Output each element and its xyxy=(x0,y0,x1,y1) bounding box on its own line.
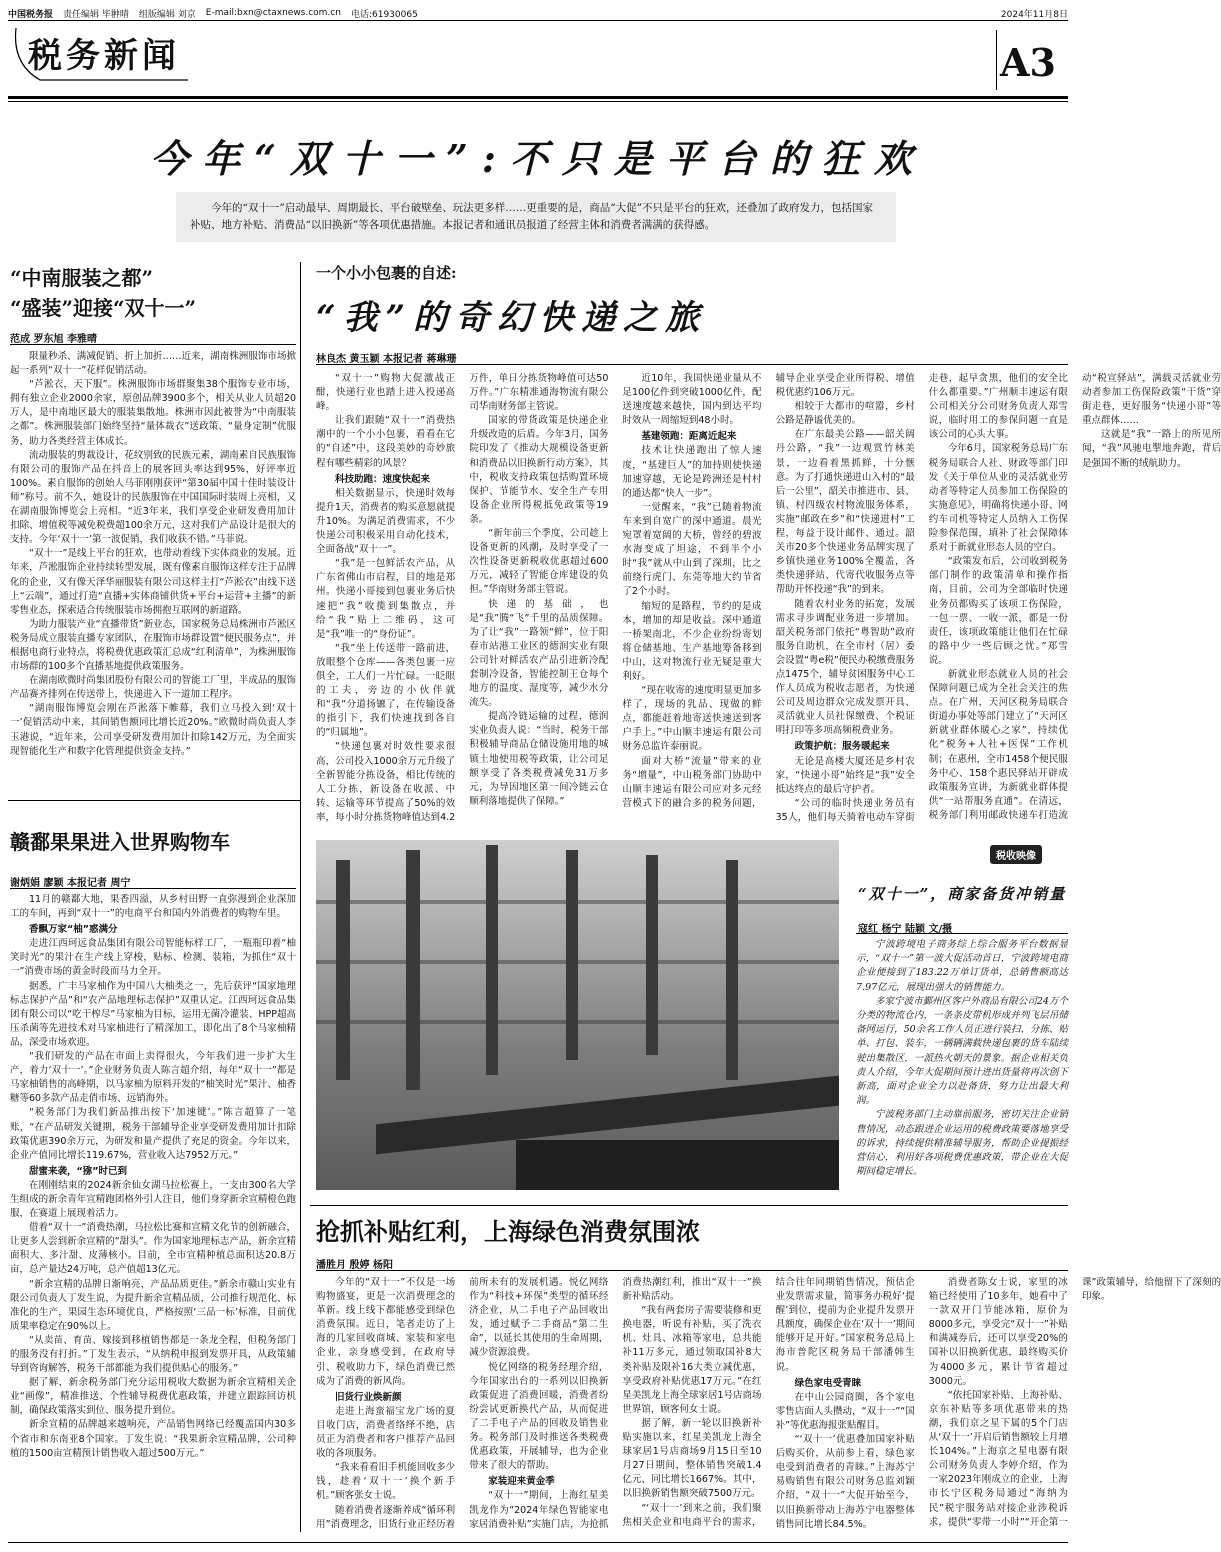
paragraph: “‘双十一’到来之前，我们聚焦相关企业和电商平台的需求，结合往年同期销售情况，预估企业发票需求量，简事务办税好‘提醒’到位，提前为企业提升发票开具额度，确保企业在‘双十一’期间能够开足开好。”国家税务总局上海市普陀区税务局干部潘韩生说。 xyxy=(622,1277,915,1528)
paragraph: “快递包裹对时效性要求很高，公司投入1000余万元升级了全新智能分拣设备，相比传统的人工分拣，新设备在收派、中转、运输等环节提高了50%的效率，每小时分拣货物峰值达到4.2万件，单日分拣货物峰值可达50万件。”广东精准通海物流有限公司华南财务部主管说。 xyxy=(316,373,609,823)
photo-byline-rule xyxy=(856,933,1068,934)
paragraph: “新余宣精的品牌日渐响亮，产品品质更佳。”新余市赣山实业有限公司负责人丁发生说，为提升新余宣精品质，公司推行规范化、标准化的生产，果园生态环境优良，严格按照‘三品一标’标准，目前优质果率稳定在90%以上。 xyxy=(10,1278,296,1332)
paragraph: “我们研发的产品在市面上卖得很火，今年我们进一步扩大生产，着力‘双十一’。”企业财务负责人陈言超介绍，每年“双十一”都是马家柚销售的高峰期，以马家柚为原料开发的“柚笑时光”果汁、柚香糖等60多款产品走俏市场、远销海外。 xyxy=(10,1051,296,1105)
photo-byline: 寇红 杨宁 陆颖 文/摄 xyxy=(858,924,953,935)
paragraph: “我来看看旧手机能回收多少钱，趁着‘双十一’换个新手机。”顾客张女士说。 xyxy=(316,1462,456,1502)
shanghai-body xyxy=(316,1276,1221,1538)
paragraph: 在刚刚结束的2024新余仙女湖马拉松赛上，一支由300名大学生组成的新余青年宣精跑团格外引人注目，他们身穿新余宣精橙色跑服，在赛道上展现着活力。 xyxy=(10,1179,296,1220)
issue-date: 2024年11月8日 xyxy=(1000,9,1068,20)
paragraph: “芦淞衣，天下服”。株洲服饰市场群聚集38个服饰专业市场，拥有独立企业2000余家，原创品牌3900多个，相关从业人员超20万人，是中南地区最大的服装集散地。株洲市因此被誉为“中南服装之都”。株洲服装部门始终坚持“量体裁衣”送政策、“量身定制”优服务，助力各类经营主体成长。 xyxy=(10,379,296,447)
paragraph: 近10年，我国快递业量从不足100亿件到突破1000亿件，配送速度越来越快，国内到达平均时效从一周缩短到48小时。 xyxy=(622,373,762,427)
paragraph: 相关数据显示，快递时效每提升1天，消费者的购买意愿就提升10%。为满足消费需求，不少快递公司积极采用自动化技术，全面备战“双十一”。 xyxy=(316,487,456,556)
editor-credit: 责任编辑 毕翀晴 xyxy=(63,9,129,20)
express-byline: 林良杰 黄玉颖 本报记者 蒋琳珊 xyxy=(316,354,457,365)
paragraph: 新就业形态就业人员的社会保障问题已成为全社会关注的焦点。在广州，天河区税务局联合街道办事处等部门建立了“天河区新就业群体暖心之家”，持续优化“税务+人社+医保”工作机制；在惠州，全市1458个便民服务中心、158个惠民驿站开辟成政策服务宣讲，为新就业群体提供“一站帮服务直通”。在清远，税务部门利用邮政快递车打造流动“税宣驿站”，满载灵活就业劳动者参加工伤保险政策“干货”穿街走巷，更好服务“快递小哥”等重点群体…… xyxy=(928,373,1221,821)
caption-paragraph: 多家宁波市鄞州区客户外商品有限公司24万个分类的物流仓内，一条条皮带机形成并列飞层吊储备网运行，50余名工作人员正进行装扫、分拣、贴单、打包、装车，一辆辆满载快递包裹的货车陆续驶出集散区，一派热火朝天的景象。据企业相关负责人介绍，今年大促期间预计进出货量将再次创下新高，面对企业全力以赴备货，努力让出最大利润。 xyxy=(856,995,1068,1107)
paper-name: 中国税务报 xyxy=(8,9,54,20)
paragraph: 据悉，广丰马家柚作为中国八大柚类之一，先后获评“国家地理标志保护产品”和“农产品地理标志保护”双重认定。江西珂远食品集团有限公司以“吃干榨尽”马家柚为目标，运用无菌冷灌装、HPP超高压杀菌等先进技术对马家柚进行了精深加工，即化出了8个马家柚精品，深受市场欢迎。 xyxy=(10,980,296,1048)
express-title: “我”的奇幻快递之旅 xyxy=(316,298,708,338)
shanghai-title: 抢抓补贴红利，上海绿色消费氛围浓 xyxy=(316,1217,700,1246)
subhead: 绿色家电受青睐 xyxy=(794,1377,862,1389)
paragraph: 一觉醒来，“我”已随着物流车来到自宽广的深中通道。晨光宛罩着宽阔的大桥，曾经的碧波水海变成了坦途，不到半个小时“我”就从中山到了深圳，比之前绕行虎门、东莞等地大约节省了2个小时。 xyxy=(622,501,762,598)
express-kicker: 一个小小包裹的自述: xyxy=(316,264,457,282)
paragraph: “我”坐上传送带一路前进，放眼整个仓库——各类包裹一应俱全，工人们一片忙碌。一眨眼的工夫，旁边的小伙伴就和“我”分道扬镳了，在传输设备的指引下，我们快速找到各自的“归属地”。 xyxy=(316,642,456,739)
express-byline-rule xyxy=(316,364,1068,365)
header-rule-thick xyxy=(8,96,1068,99)
paragraph: 悦亿网络的税务经理介绍，今年国家出台的一系列以旧换新政策促进了消费回暖，消费者纷纷尝试更新换代产品，从而促进了二手电子产品的回收及销售业务。税务部门及时推送各类税费优惠政策，开展辅导，也为企业带来了很大的帮助。 xyxy=(469,1361,609,1472)
paragraph: 走进江西珂远食品集团有限公司智能标样工厂，一瓶瓶印着“柚笑时光”的果汁在生产线上穿梭，贴标、检测、装箱，为抓住“双十一”消费市场的黄金时段而马力全开。 xyxy=(10,938,296,978)
subhead: 甜蜜来袭，“猕”时已到 xyxy=(29,1165,127,1177)
section-divider-left xyxy=(8,800,300,801)
paragraph: “我有两套房子需要装修和更换电器，听说有补贴，买了洗衣机、灶具、冰箱等家电，总共能补11万多元，通过领取国补8大类补贴及限补16大类立减优惠，享受政府补贴优惠17万元。”在红星美凯龙上海全球家居1号店商场世界馆，顾客何女士说。 xyxy=(622,1305,762,1415)
section-title: 税务新闻 xyxy=(28,36,180,76)
paragraph: 今年6月，国家税务总局广东税务局联合人社、财政等部门印发《关于单位从业的灵活就业劳动者等特定人员参加工伤保险的实施意见》，明确将快递小哥、网约车司机等特定人员纳入工伤保险参保范围，填补了社会保障体系对于新就业形态人员的空白。 xyxy=(928,443,1068,554)
main-headline: 今年“双十一”:不只是平台的狂欢 xyxy=(150,136,926,181)
paragraph: 无论是高楼大厦还是乡村农家，“快递小哥”始终是“我”安全抵达终点的最后守护者。 xyxy=(775,755,915,795)
photo-section-tag: 税收映像 xyxy=(990,845,1042,864)
paragraph: “双十一”期间，上海红星美凯龙作为“2024年绿色智能家电家居消费补贴”实施门店，为抢抓消费热潮红利，推出“双十一”换新补贴活动。 xyxy=(469,1277,762,1530)
paragraph: 11月的赣鄱大地，果香四溢，从乡村田野一直弥漫到企业深加工的车间，再到“双十一”的电商平台和国内外消费者的购物车里。 xyxy=(10,894,296,920)
paragraph: 限量秒杀、满减促销、折上加折……近来，湖南株洲服饰市场掀起一系列“双十一”花样促销活动。 xyxy=(10,351,296,377)
paragraph: “现在收寄的速度明显更加多样了，现场的乳品、现做的鲜点，都能赶着地寄送快速送到客户手上。”中山顺丰速运有限公司财务总监许泰丽说。 xyxy=(622,685,762,753)
masthead-bar xyxy=(8,6,1068,20)
paragraph: “从卖苗、育苗、嫁接到移植销售都是一条龙全程，但税务部门的服务没有打折。”丁发生表示，“从纳税申报到发票开具，从政策辅导到咨询解答，税务干部都能为我们提供贴心的服务。” xyxy=(10,1334,296,1375)
lead-paragraph: 今年的“双十一”启动最早、周期最长、平台破壁垒、玩法更多样……更重要的是，商品“大促”不只是平台的狂欢，还叠加了政府发力，包括国家补贴、地方补贴、消费品“以旧换新”等各项优惠措施。本报记者和通讯员报道了经营主体和消费者满满的获得感。 xyxy=(176,192,896,242)
paragraph: 今年的“双十一”不仅是一场购物盛宴，更是一次消费理念的革新。线上线下都能感受到绿色消费氛围。近日，笔者走访了上海的几家回收商城、家装和家电企业，亲身感受到，在政府导引、税收助力下，绿色消费已然成为了消费的新风尚。 xyxy=(316,1277,456,1387)
paragraph: 在中山公园商圈，各个家电零售店面人头攒动，“双十一”“国补”等优惠海报张贴醒目。 xyxy=(775,1391,915,1431)
paragraph: “双十一”购物大促激战正酣，快递行业也踏上进入投递高峰。 xyxy=(316,373,456,413)
caption-paragraph: 宁波跨境电子商务综上综合服务平台数据显示，“双十一”第一波大促活动首日，宁波跨境电商企业便接到了183.22万单订货单，总销售额高达7.97亿元，展现出强大的销售能力。 xyxy=(856,939,1068,993)
subhead: 政策护航：服务暖起来 xyxy=(794,741,890,753)
paragraph: 提高冷链运输的过程，德润实业负责人说：“当时，税务干部积极辅导商品仓储设施用地的城镇土地使用税等政策，让公司足额享受了各类税费减免31万多元，为导因地区第一间冷链云仓顺利落地提供了保障。” xyxy=(469,711,609,807)
paragraph: “税务部门为我们新品推出按下‘加速键’。”陈言超算了一笔账，“在产品研发关键期，税务干部辅导企业享受研发费用加计扣除政策优惠390余万元，为研发和量产提供了充足的资金。今年以来，企业产值同比增长119.67%，营业收入达7952万元。” xyxy=(10,1107,296,1161)
paragraph: 流动服装的剪裁设计，花纹别致的民族元素，湖南素自民族服饰有限公司的服饰产品在抖音上的展客回头率达到95%，好评率近100%。素自服饰的创始人马菲刚刚获评“第30届中国十佳时装设计师”称号。前不久，她设计的民族服饰在中国国际时装周上亮相，又在湖南服饰博览会上亮相。“近3年来，我们享受企业研发费用加计扣除、增值税等减免税费超100余万元，这对我们产品设计是很大的支持。今年‘双十一’第一波促销，我们收获不错。”马菲说。 xyxy=(10,449,296,546)
paragraph: 相较于大都市的喧嚣，乡村公路是静谧优美的。 xyxy=(775,401,915,427)
ganzhou-byline: 谢炳娟 廖颖 本报记者 周宁 xyxy=(10,878,131,889)
top-rule xyxy=(8,20,1068,21)
paragraph: 在湖南欧微时尚集团股份有限公司的智能工厂里，半成品的服饰产品赛齐排列在传送带上，快递进入下一道加工程序。 xyxy=(10,675,296,701)
paragraph: 借着“双十一”消费热潮，马拉松比赛和宣精文化节的创新融合，让更多人尝到新余宣精的“甜头”。作为国家地理标志产品，新余宣精面积大、多汁甜、皮薄核小。目前，全市宣精种植总面积达20.8万亩，总产量达24万吨，总产值超13亿元。 xyxy=(10,1222,296,1276)
paragraph: 这就是“我”一路上的所见所闻，“我”风驰电掣地奔跑，背后是强国不断的绒航助力。 xyxy=(1081,429,1221,469)
page-number-divider xyxy=(996,30,997,90)
layout-credit: 组版编辑 刘京 xyxy=(138,9,196,20)
paragraph: 据了解，新一轮以旧换新补贴实施以来，红星美凯龙上海全球家居1号店商场9月15日至10月27日期间，整体销售突破1.4亿元，同比增长1667%。其中，以旧换新销售额突破7500万元。 xyxy=(622,1417,762,1500)
paragraph: 缩短的是路程，节约的是成本，增加的却是收益。深中通道一桥架南北，不少企业纷纷寄划将仓储基地、生产基地筹备移到中山，这对物流行业无疑是重大利好。 xyxy=(622,600,762,682)
phone-contact: 电话:61930065 xyxy=(350,9,418,20)
photo-caption-title: “双十一”，商家备货冲销量 xyxy=(858,885,1067,903)
paragraph: 消费者陈女士说，家里的冰箱已经使用了10多年，她看中了一款双开门节能冰箱，原价为8000多元，享受完“双十一”补贴和满减券后，还可以享受20%的国补以旧换新优惠，最终购买价为4000多元，累计节省超过3000元。 xyxy=(928,1277,1068,1387)
paragraph: 据了解，新余税务部门充分运用税收大数据为新余宣精相关企业“画像”，精准推送、个性辅导税费优惠政策，并建立跟踪回访机制，确保政策落实到位、服务提升到位。 xyxy=(10,1377,296,1417)
shanghai-byline-rule xyxy=(316,1270,1068,1271)
photo-caption xyxy=(856,938,1068,1200)
shanghai-byline: 潘胜月 殷婷 杨阳 xyxy=(316,1260,393,1271)
paragraph: 让我们跟随“双十一”消费热潮中的一个小小包裹，看看在它的“自述”中，这段美妙的奇妙旅程有哪些精彩的风景？ xyxy=(316,415,456,469)
subhead: 家装迎来黄金季 xyxy=(488,1476,555,1488)
ganzhou-byline-rule xyxy=(10,888,296,889)
email-contact: E-mail:bxn@ctaxnews.com.cn xyxy=(205,8,341,18)
subhead: 旧货行业焕新颜 xyxy=(335,1391,402,1403)
paragraph: “政策发布后，公司收到税务部门制作的政策清单和操作指南，目前，公司为全部临时快递业务员都购买了该项工伤保险，一包一票、一收一派，都是一份责任，该项政策能让他们在忙碌的路中少一些后顾之忧。”郑雪说。 xyxy=(928,556,1068,666)
header-rule-thin xyxy=(8,101,1068,102)
warehouse-photo xyxy=(316,840,839,1190)
ganzhou-body xyxy=(10,893,296,1533)
zhuzhou-byline: 范成 罗东旭 李雅晴 xyxy=(10,334,97,345)
subhead: 基建领跑：距离近起来 xyxy=(641,431,737,443)
caption-paragraph: 宁波税务部门主动靠前服务，密切关注企业销售情况，动态跟进企业运用的税费政策要落地享受的诉求，持续提供精准辅导服务，帮助企业提振经营信心，利用好各项税费优惠政策，带企业在大促期间稳定增长。 xyxy=(856,1109,1068,1178)
zhuzhou-title-line1: “中南服装之都” xyxy=(10,266,154,290)
paragraph: 面对大桥“流量”带来的业务“增量”，中山税务部门协助中山顺丰速运有限公司应对多元经营模式下的融合多的税务问题，辅导企业享受企业所得税、增值税优惠约106万元。 xyxy=(622,373,915,809)
paragraph: 为助力服装产业“直播带货”新业态，国家税务总局株洲市芦淞区税务局成立服装直播专家团队，在服饰市场群设置“便民服务点”，并根据电商行业特点，将税费优惠政策汇总成“红利清单”，为株洲服饰市场群的100多个直播基地提供政策服务。 xyxy=(10,618,296,673)
paragraph: 快递的基础，也是“我”腾“飞”千里的品质保障。为了让“我”一路领“鲜”，位于阳春市站港工业区的德润实业有限公司针对鲜活农产品引进新冷配套制冷设备，智能控制王仓每个地方的温度、湿度等，减少水分流失。 xyxy=(469,598,609,709)
paragraph: “双十一”是线上平台的狂欢，也带动着线下实体商业的发展。近年来，芦淞服饰企业持续转型发展，既有像素自服饰这样专注于品牌化的企业，又有像天泽华丽服装有限公司这样主打“芦淞衣”由线下送上“云端”，通过打造“直播+实体商铺供货+平台+运营+主播”的新零售业态，探索适合传统服装市场拥抱互联网的新道路。 xyxy=(10,548,296,616)
paragraph: 随着消费者逐渐养成“循环利用”消费理念，旧货行业正经历着前所未有的发展机遇。悦亿网络作为“科技+环保”类型的循环经济企业，从二手电子产品回收出发，通过赋予二手商品“第二生命”，以延长其使用的生命周期，减少资源浪费。 xyxy=(316,1277,609,1530)
section-divider-right xyxy=(310,1205,1068,1206)
zhuzhou-body xyxy=(10,350,296,790)
zhuzhou-title-line2: “盛装”迎接“双十一” xyxy=(10,296,197,320)
paragraph: 随着农村业务的拓宽，发展需求寻步调配业务进一步增加。韶关税务部门依托“粤智助”政府服务自助机，在全市村（居）委会设置“粤e税”便民办税缴费服务点1475个，辅导贫困服务中心工作人员成为税收志愿者，为快递公司及周边群众完成发票开具、灵活就业人员社保缴费、个税证明打印等多项高频税费业务。 xyxy=(775,598,915,737)
paragraph: 在广东最美公路——韶关阔丹公路，“我”一边观赏竹林美景，一边看着黑抓鲜，十分惬意。为了打通快递进山入村的“最后一公里”，韶关市推进市、县、镇、村四级农村物流服务体系，实施“邮政在乡”和“快递进村”工程，每益于设计邮件、通过。韶关市20多个快递业务品牌实现了乡镇快递业务100%全覆盖，各类快递驿站、代寄代收服务点等帮助开怀投递“我”的到来。 xyxy=(775,429,915,596)
paragraph: “我”是一包鲜活农产品，从广东省佛山市启程，目的地是郑州。快递小哥接到包裹业务后快速把“我”收揽到集散点，并给“我”贴上二维码，这可是“我”唯一的“身份证”。 xyxy=(316,558,456,640)
paragraph: 走进上海蛮福宝龙广场的夏目收门店，消费者络绎不绝，店员正为消费者和客户推荐产品回收的各项服务。 xyxy=(316,1405,456,1460)
zhuzhou-byline-rule xyxy=(10,344,296,345)
subhead: 香飘万家“柚”惑满分 xyxy=(29,924,118,936)
paragraph: “依托国家补贴、上海补贴、京东补贴等多项优惠带来的热潮，我们京之星下属的5个门店从‘双十一’开启后销售额较上月增长104%。”上海京之星电器有限公司财务负责人李婷介绍，作为一家2023年刚成立的企业，上海市长宁区税务局通过“海纳为民”税宇服务站对接企业涉税诉求，提供“零带一小时”“开企第一课”政策辅导，给他留下了深刻的印象。 xyxy=(928,1277,1221,1528)
express-body xyxy=(316,372,1221,830)
column-divider-left xyxy=(300,262,301,1532)
ganzhou-title: 赣鄱果果进入世界购物车 xyxy=(10,830,230,854)
bottom-rule xyxy=(8,1542,1068,1543)
paragraph: 技术让快递跑出了惊人速度，“基建巨人”的加持则使快递加速穿越，无论是跨洲还是村村的通达都“快人一步”。 xyxy=(622,445,762,499)
paragraph: 新余宣精的品牌越来越响亮，产品销售网络已经覆盖国内30多个省市和东南亚8个国家。丁发生说：“我果新余宣精品牌，公司种植的1500亩宣精预计销售收入超过500万元。” xyxy=(10,1419,296,1459)
paragraph: 国家的带货政策是快递企业升级改造的后盾。今年3月，国务院印发了《推动大规模设备更新和消费品以旧换新行动方案》，其中，税收支持政策包括购置环境保护、节能节水、安全生产专用设备企业所得税抵免政策等19条。 xyxy=(469,415,609,525)
paragraph: “公司的临时快递业务员有35人，他们每天骑着电动车穿街走巷，起早贪黑，他们的安全比什么都重要。”广州顺丰速运有限公司相关分公司财务负责人郑雪说，临时用工的参保问题一直是该公司的心头大事。 xyxy=(775,373,1068,823)
paragraph: “‘双十一’优惠叠加国家补贴后购买价，从前参上看，绿色家电受到消费者的青睐。”上海苏宁易购销售有限公司财务总监刘颖介绍，“双十一”大促开始至今，以旧换新带动上海苏宁电器整体销售同比增长84.5%。 xyxy=(775,1434,915,1530)
subhead: 科技助跑：速度快起来 xyxy=(335,473,431,485)
paragraph: “湖南服饰博览会刚在芦淞落下帷幕，我们立马投入到‘双十一’促销活动中来，其间销售额同比增长近20%。”欧微时尚负责人李玉港说，“近年来，公司享受研发费用加计扣除142万元，为全面实现智能化生产和数字化管理提供资金支持。” xyxy=(10,703,296,757)
paragraph: “新年前三个季度，公司趁上设备更新的风潮，及时享受了一次性设备更新税收优惠超过600万元，减轻了智能仓库建设的负担。”华南财务部主管说。 xyxy=(469,528,609,596)
page-number: A3 xyxy=(1000,40,1056,85)
